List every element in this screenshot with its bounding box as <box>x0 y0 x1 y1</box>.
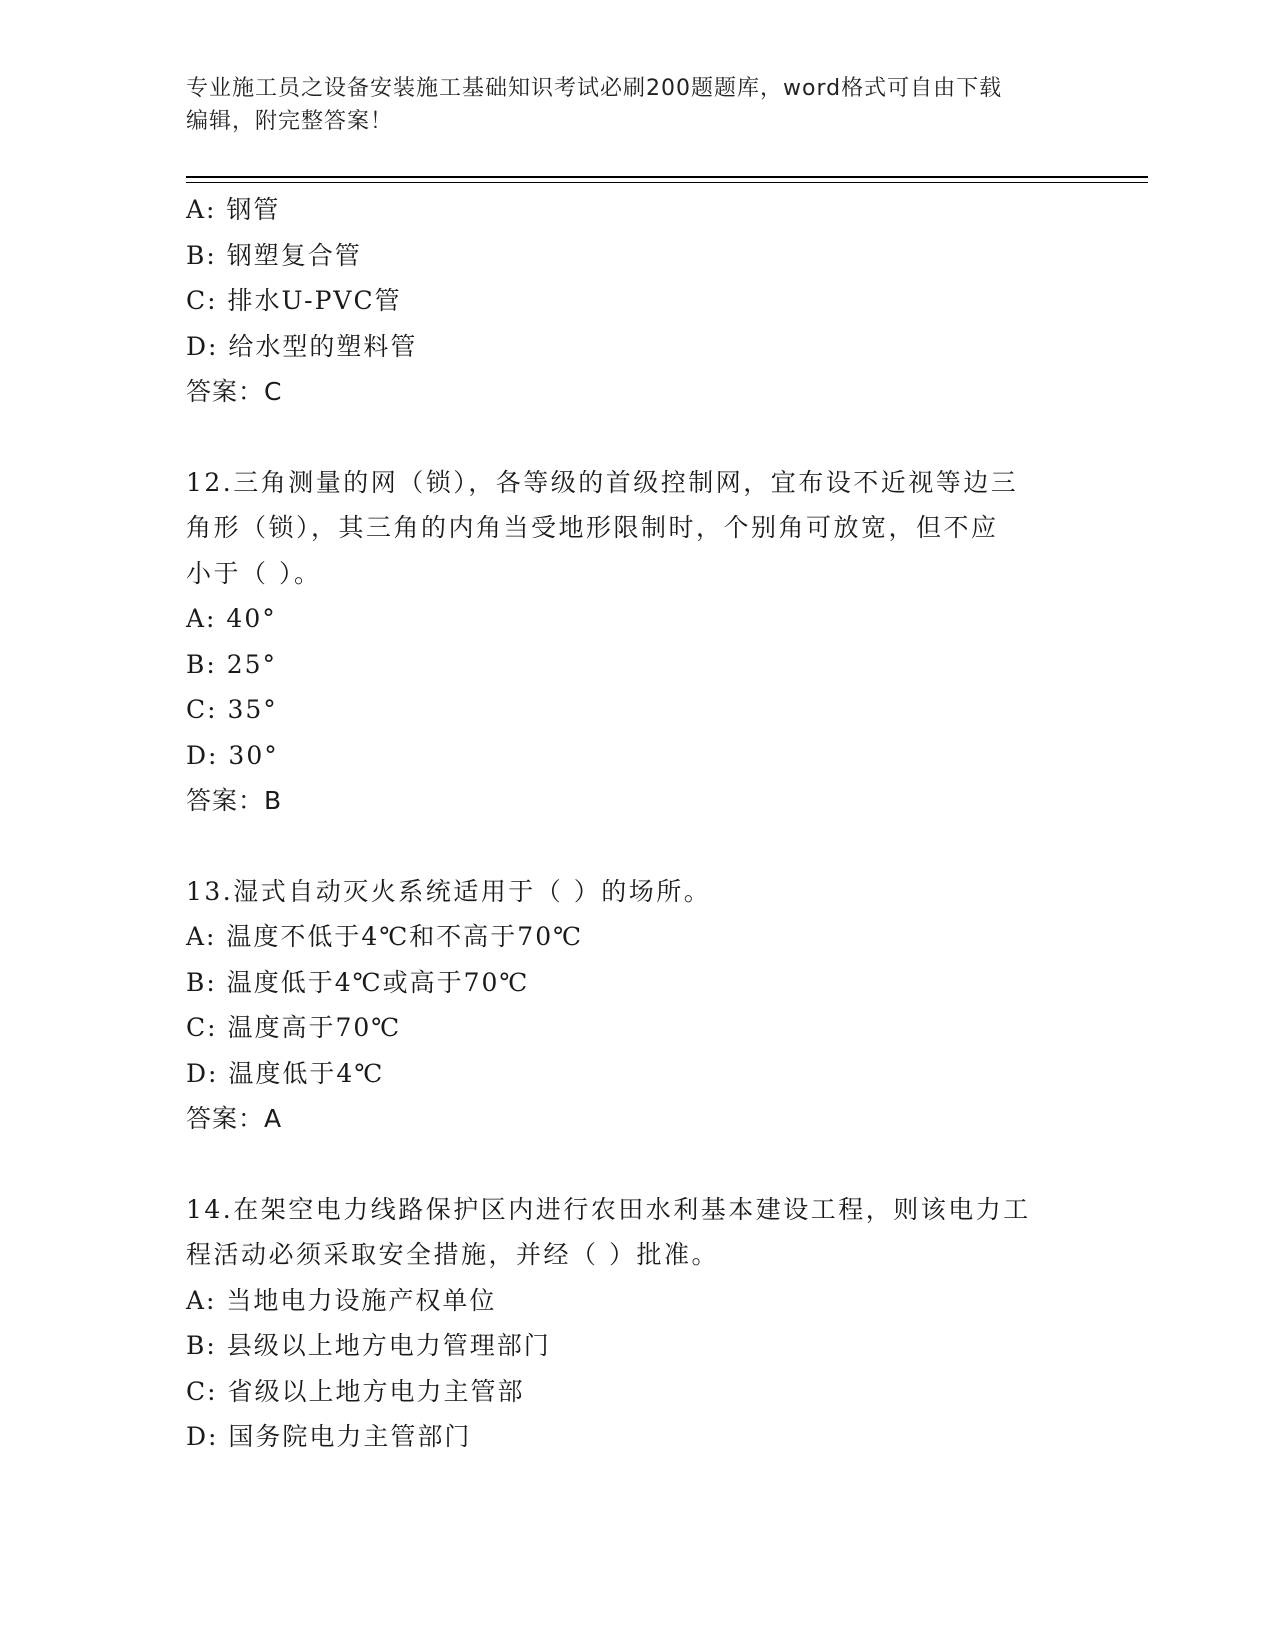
question-13 <box>186 869 1086 1142</box>
question-list <box>186 187 1086 1460</box>
option-c: C: 35° <box>186 695 278 724</box>
option-d: D: 温度低于4℃ <box>186 1058 385 1088</box>
option-b: B: 温度低于4℃或高于70℃ <box>186 967 530 997</box>
option-d: D: 30° <box>186 740 279 770</box>
question-stem-line: 程活动必须采取安全措施，并经（ ）批准。 <box>186 1240 719 1269</box>
header-divider-thin <box>186 182 1148 183</box>
option-c: C: 排水U-PVC管 <box>186 286 402 315</box>
question-14 <box>186 1187 1086 1460</box>
option-d: D: 国务院电力主管部门 <box>186 1422 472 1451</box>
option-a: A: 40° <box>186 604 277 633</box>
question-spacer <box>186 1142 1086 1187</box>
header-divider-thick <box>186 176 1148 178</box>
header-title-line-1: 专业施工员之设备安装施工基础知识考试必刷200题题库，word格式可自由下载 <box>186 76 1003 101</box>
option-b: B: 钢塑复合管 <box>186 240 362 270</box>
answer-line: 答案：C <box>186 377 283 406</box>
option-a: A: 温度不低于4℃和不高于70℃ <box>186 922 584 951</box>
header-title-line-2: 编辑，附完整答案！ <box>186 109 394 134</box>
question-11 <box>186 187 1086 415</box>
question-stem-line: 13.湿式自动灭火系统适用于（ ）的场所。 <box>186 876 712 906</box>
option-c: C: 温度高于70℃ <box>186 1013 402 1042</box>
question-12 <box>186 460 1086 824</box>
answer-line: 答案：B <box>186 786 283 815</box>
option-b: B: 县级以上地方电力管理部门 <box>186 1331 551 1360</box>
option-d: D: 给水型的塑料管 <box>186 331 418 361</box>
option-a: A: 钢管 <box>186 195 281 224</box>
page-header <box>186 72 1086 138</box>
answer-line: 答案：A <box>186 1104 283 1133</box>
question-stem-line: 14.在架空电力线路保护区内进行农田水利基本建设工程，则该电力工 <box>186 1194 1031 1224</box>
question-spacer <box>186 415 1086 460</box>
option-b: B: 25° <box>186 649 278 679</box>
question-stem-line: 12.三角测量的网（锁），各等级的首级控制网，宜布设不近视等边三 <box>186 467 1019 497</box>
option-a: A: 当地电力设施产权单位 <box>186 1285 497 1315</box>
question-stem-line: 小于（ ）。 <box>186 558 322 588</box>
question-stem-line: 角形（锁），其三角的内角当受地形限制时，个别角可放宽，但不应 <box>186 513 999 542</box>
option-c: C: 省级以上地方电力主管部 <box>186 1376 525 1406</box>
question-spacer <box>186 824 1086 869</box>
